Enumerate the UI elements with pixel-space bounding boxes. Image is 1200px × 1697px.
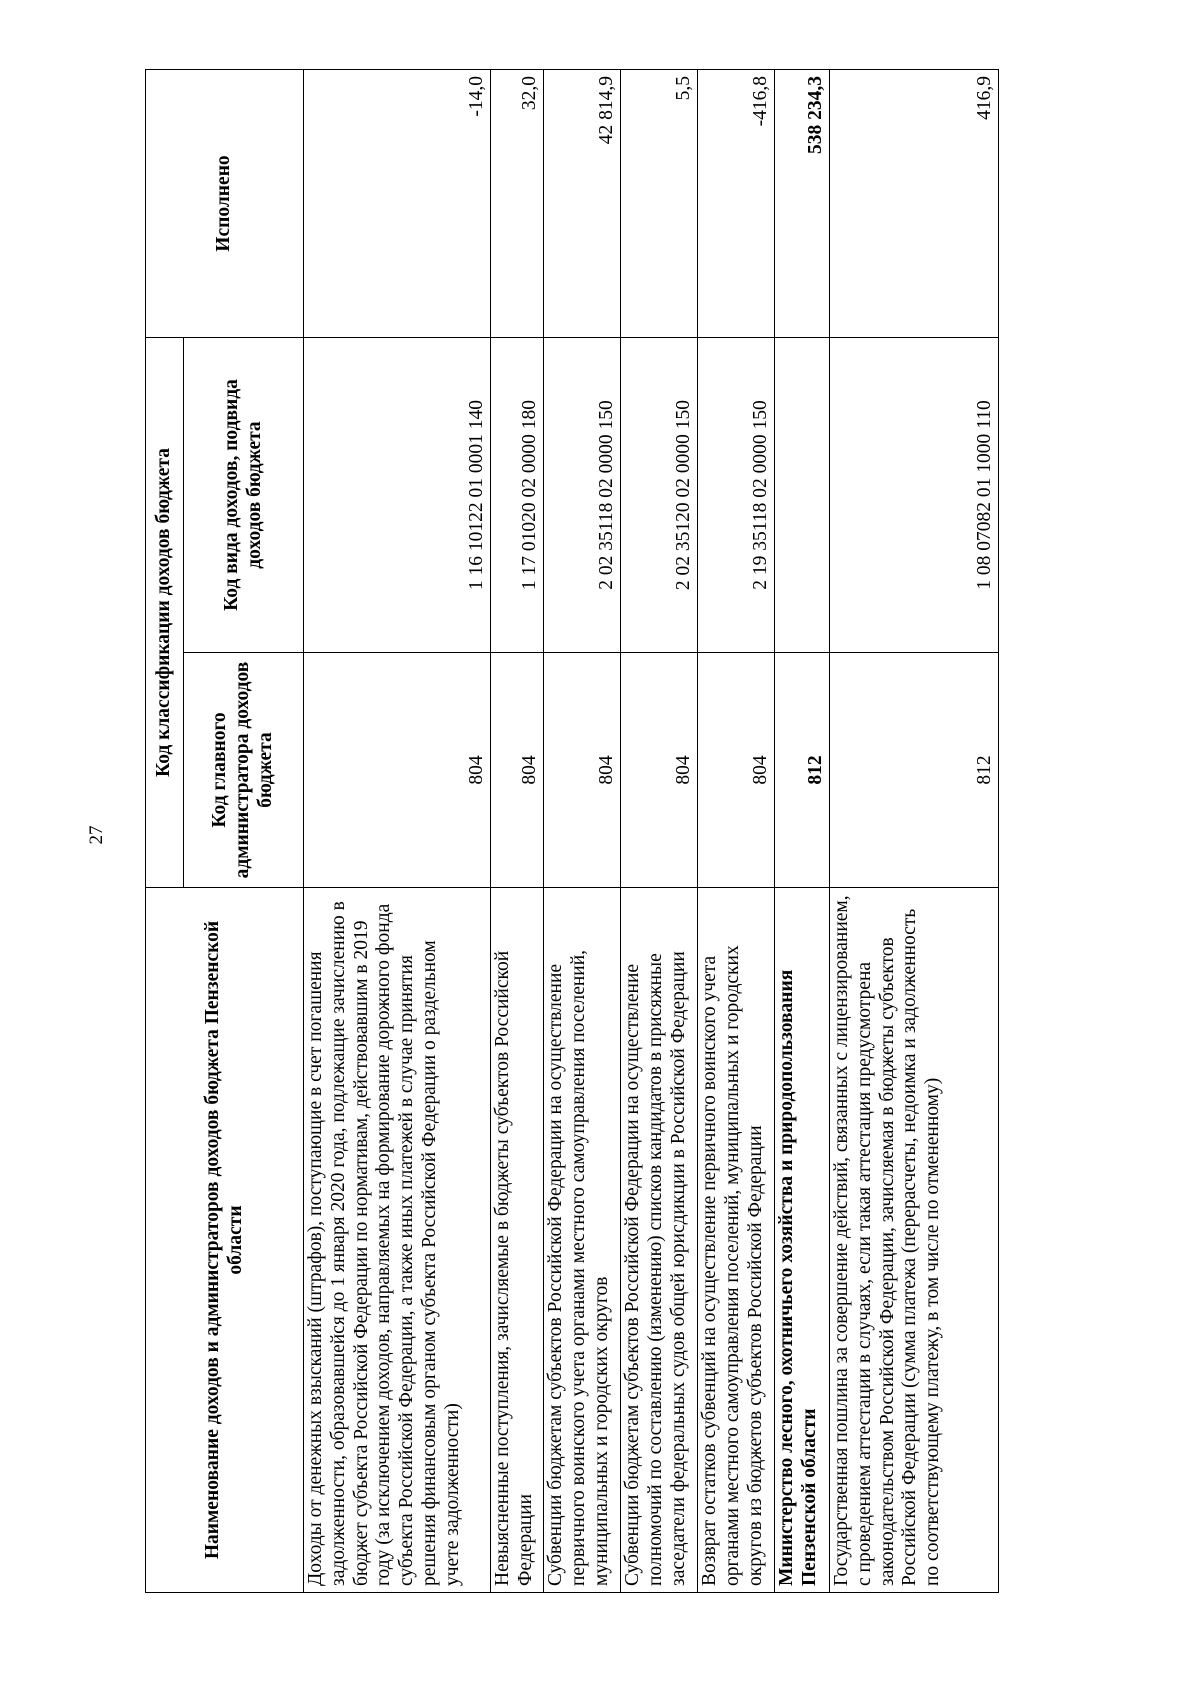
row-type-code: 1 08 07082 01 1000 110 xyxy=(830,338,999,653)
row-name: Министерство лесного, охотничьего хозяйства и природопользования Пензенской области xyxy=(775,888,830,1593)
header-row-1 xyxy=(146,70,184,1593)
revenue-table xyxy=(145,69,999,1593)
row-executed: 5,5 xyxy=(621,70,698,338)
row-executed: -14,0 xyxy=(304,70,491,338)
row-admin-code: 804 xyxy=(698,653,775,888)
row-name: Возврат остатков субвенций на осуществление первичного воинского учета органами местного самоуправления поселений, муниципальных и городских округов из бюджетов субъектов Российской Федерации xyxy=(698,888,775,1593)
row-executed: 42 814,9 xyxy=(544,70,621,338)
table-row xyxy=(621,70,698,1593)
table-row xyxy=(544,70,621,1593)
header-executed: Исполнено xyxy=(146,70,304,338)
table-row xyxy=(775,70,830,1593)
row-executed: 538 234,3 xyxy=(775,70,830,338)
page-number: 27 xyxy=(86,825,107,845)
row-admin-code: 804 xyxy=(621,653,698,888)
row-name: Доходы от денежных взысканий (штрафов), поступающие в счет погашения задолженности, образовавшейся до 1 января 2020 года, подлежащие зачислению в бюджет субъекта Российской Федерации по нормативам, действовавшим в 2019 году (за исключением доходов, направляемых на формирование дорожного фонда субъекта Российской Федерации, а также иных платежей в случае принятия решения финансовым органом субъекта Российской Федерации о раздельном учете задолженности) xyxy=(304,888,491,1593)
row-type-code: 2 02 35120 02 0000 150 xyxy=(621,338,698,653)
row-executed: -416,8 xyxy=(698,70,775,338)
row-admin-code: 812 xyxy=(830,653,999,888)
rotated-table-container xyxy=(145,70,998,1593)
header-classification-group: Код классификации доходов бюджета xyxy=(146,338,184,888)
row-name: Невыясненные поступления, зачисляемые в бюджеты субъектов Российской Федерации xyxy=(491,888,544,1593)
table-row xyxy=(698,70,775,1593)
row-executed: 32,0 xyxy=(491,70,544,338)
row-executed: 416,9 xyxy=(830,70,999,338)
row-type-code: 2 02 35118 02 0000 150 xyxy=(544,338,621,653)
row-admin-code: 804 xyxy=(304,653,491,888)
row-type-code xyxy=(775,338,830,653)
header-name: Наименование доходов и администраторов доходов бюджета Пензенской области xyxy=(146,888,304,1593)
row-type-code: 1 17 01020 02 0000 180 xyxy=(491,338,544,653)
header-admin-code: Код главного администратора доходов бюджета xyxy=(184,653,304,888)
row-admin-code: 804 xyxy=(491,653,544,888)
header-type-code: Код вида доходов, подвида доходов бюджета xyxy=(184,338,304,653)
table-row xyxy=(304,70,491,1593)
table-row xyxy=(491,70,544,1593)
row-admin-code: 804 xyxy=(544,653,621,888)
row-name: Субвенции бюджетам субъектов Российской Федерации на осуществление полномочий по составлению (изменению) списков кандидатов в присяжные заседатели федеральных судов общей юрисдикции в Российской Федерации xyxy=(621,888,698,1593)
row-name: Государственная пошлина за совершение действий, связанных с лицензированием, с проведением аттестации в случаях, если такая аттестация предусмотрена законодательством Российской Федерации, зачисляемая в бюджеты субъектов Российской Федерации (сумма платежа (перерасчеты, недоимка и задолженность по соответствующему платежу, в том числе по отмененному) xyxy=(830,888,999,1593)
table-row xyxy=(830,70,999,1593)
row-name: Субвенции бюджетам субъектов Российской Федерации на осуществление первичного воинского учета органами местного самоуправления поселений, муниципальных и городских округов xyxy=(544,888,621,1593)
row-type-code: 2 19 35118 02 0000 150 xyxy=(698,338,775,653)
row-type-code: 1 16 10122 01 0001 140 xyxy=(304,338,491,653)
row-admin-code: 812 xyxy=(775,653,830,888)
